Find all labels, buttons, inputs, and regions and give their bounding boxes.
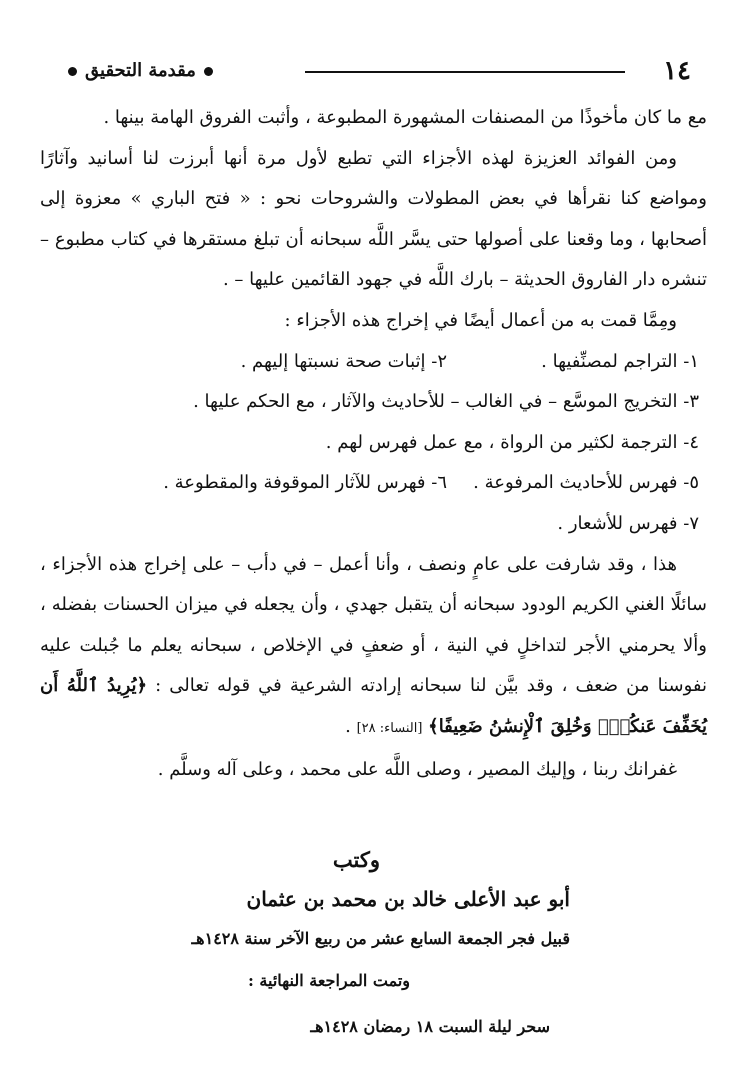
paragraph: مع ما كان مأخوذًا من المصنفات المشهورة المطبوعة ، وأثبت الفروق الهامة بينها . <box>103 107 707 128</box>
author-name: أبو عبد الأعلى خالد بن محمد بن عثمان <box>246 887 570 911</box>
list-item: ٦- فهرس للآثار الموقوفة والمقطوعة . <box>163 472 447 494</box>
page-number: ١٤ <box>663 56 691 86</box>
list-item: ٤- الترجمة لكثير من الرواة ، مع عمل فهرس لهم . <box>325 431 699 453</box>
verse-reference: [النساء: ٢٨] <box>356 720 423 736</box>
writing-date: قبيل فجر الجمعة السابع عشر من ربيع الآخر سنة ١٤٢٨هـ <box>191 929 570 948</box>
paragraph-end: . <box>345 715 357 737</box>
signature-block <box>150 840 570 1052</box>
review-date: سحر ليلة السبت ١٨ رمضان ١٤٢٨هـ <box>310 1017 550 1036</box>
body-text <box>40 98 707 790</box>
list-row <box>40 463 707 504</box>
review-note: وتمت المراجعة النهائية : <box>247 971 410 990</box>
paragraph: غفرانك ربنا ، وإليك المصير ، وصلى اللَّه على محمد ، وعلى آله وسلَّم . <box>157 758 677 780</box>
page-header <box>40 54 707 90</box>
section-title: مقدمة التحقيق <box>85 60 196 81</box>
list-item: ٣- التخريج الموسَّع – في الغالب – للأحاديث والآثار ، مع الحكم عليها . <box>193 391 699 413</box>
signature-wrote: وكتب <box>332 847 380 872</box>
bullet-icon <box>68 67 77 76</box>
list-row <box>40 342 707 383</box>
list-item: ٢- إثبات صحة نسبتها إليهم . <box>240 350 447 372</box>
list-item: ٥- فهرس للأحاديث المرفوعة . <box>473 472 699 494</box>
bullet-icon <box>204 67 213 76</box>
quran-verse: ﴿يُرِيدُ ٱللَّهُ أَن يُخَفِّفَ عَنكُمْۚ وَخُلِقَ ٱلْإِنسَٰنُ ضَعِيفًا﴾ <box>40 675 707 737</box>
running-head <box>60 56 221 86</box>
list-item: ٧- فهرس للأشعار . <box>557 512 699 534</box>
paragraph: ومن الفوائد العزيزة لهذه الأجزاء التي تطبع لأول مرة أنها أبرزت لنا أسانيد وآثارًا ومواضع كنا نقرأها في بعض المطولات والشروحات نحو : « فتح الباري » معزوة إلى أصحابها ، وما وقعنا على أصولها حتى يسَّر اللَّه سبحانه أن تبلغ مستقرها في كتاب مطبوع – تنشره دار الفاروق الحديثة – بارك اللَّه في جهود القائمين عليها – . <box>40 147 707 291</box>
paragraph <box>40 545 707 750</box>
paragraph-text: هذا ، وقد شارفت على عامٍ ونصف ، وأنا أعمل – في دأب – على إخراج هذه الأجزاء ، سائلًا الغني الكريم الودود سبحانه أن يتقبل جهدي ، وأن يجعله في ميزان الحسنات بفضله ، وألا يحرمني الأجر لتداخلٍ في النية ، أو ضعفٍ في الإخلاص ، سبحانه يعلم ما جُبلت عليه نفوسنا من ضعف ، وقد بيَّن لنا سبحانه إرادته الشرعية في قوله تعالى : <box>40 553 707 697</box>
paragraph: ومِمَّا قمت به من أعمال أيضًا في إخراج هذه الأجزاء : <box>284 309 677 331</box>
header-rule <box>305 71 625 73</box>
list-item: ١- التراجم لمصنِّفيها . <box>541 350 699 372</box>
